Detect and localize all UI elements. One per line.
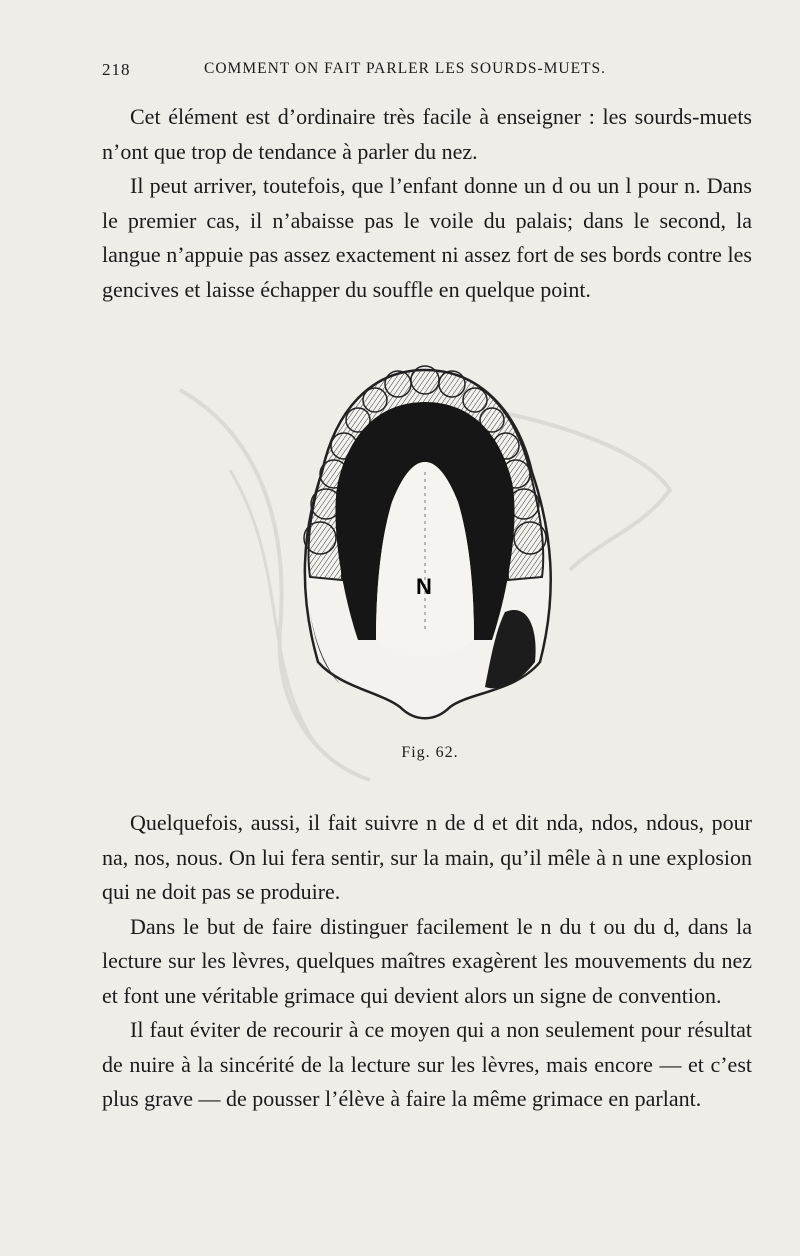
figure-letter: N (416, 574, 432, 599)
page-header (102, 60, 650, 88)
text-block-bottom (102, 806, 752, 1117)
palate-figure (280, 362, 570, 734)
figure-caption: Fig. 62. (401, 744, 459, 761)
paragraph: Quelquefois, aussi, il fait suivre n de d et dit nda, ndos, ndous, pour na, nos, nous. On lui fera sentir, sur la main, qu’il mêle à n une explosion qui ne doit pas se produire. (102, 810, 752, 904)
paragraph: Il faut éviter de recourir à ce moyen qui a non seulement pour résultat de nuire à la sincérité de la lecture sur les lèvres, mais encore — et c’est plus grave — de pousser l’élève à faire la même grimace en parlant. (102, 1017, 752, 1111)
text-block-top (102, 100, 752, 307)
running-title: COMMENT ON FAIT PARLER LES SOURDS-MUETS. (204, 60, 607, 77)
paragraph: Cet élément est d’ordinaire très facile à enseigner : les sourds-muets n’ont que trop de tendance à parler du nez. (102, 104, 752, 164)
paragraph: Dans le but de faire distinguer facilement le n du t ou du d, dans la lecture sur les lèvres, quelques maîtres exagèrent les mouvements du nez et font une véritable grimace qui devient alors un signe de convention. (102, 913, 752, 1008)
palate-illustration (280, 362, 570, 734)
paragraph: Il peut arriver, toutefois, que l’enfant donne un d ou un l pour n. Dans le premier cas, il n’abaisse pas le voile du palais; dans le second, la langue n’appuie pas assez exactement ni assez fort de ses bords contre les gencives et laisse échapper du souffle en quelque point. (102, 173, 752, 302)
page-number: 218 (102, 60, 131, 79)
